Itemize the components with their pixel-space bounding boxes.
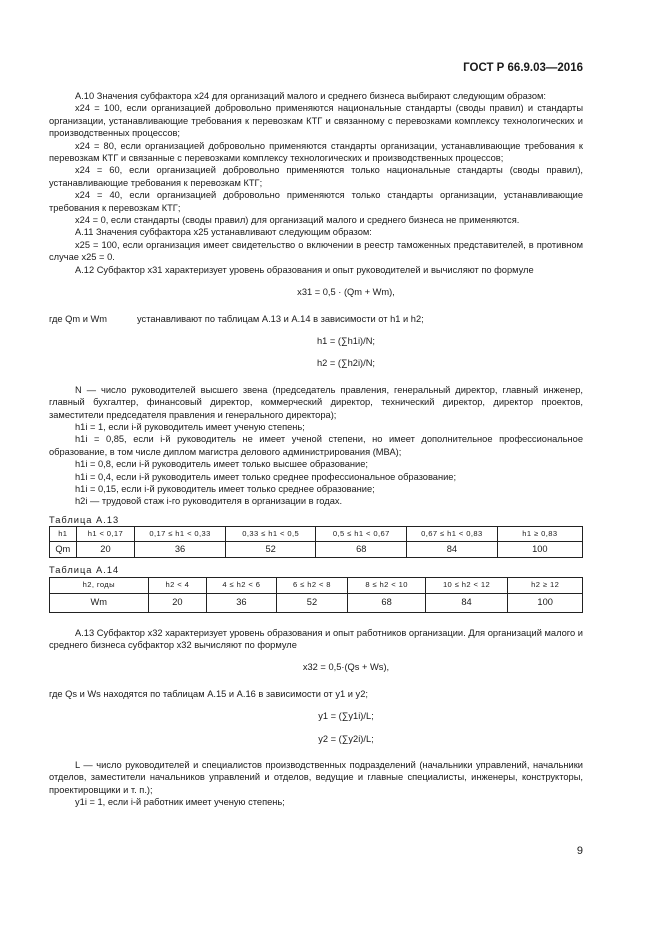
table-cell: 36 xyxy=(135,542,226,558)
table-a14-header-row xyxy=(50,577,583,593)
table-cell: 0,17 ≤ h1 < 0,33 xyxy=(135,527,226,542)
where-qs-ws: где Qs и Ws находятся по таблицам А.15 и А.16 в зависимости от y1 и y2; xyxy=(49,688,368,699)
table-cell: 84 xyxy=(425,593,508,612)
table-cell: 68 xyxy=(316,542,407,558)
paragraph-h1-085: h1i = 0,85, если i-й руководитель не имеет ученой степени, но имеет дополнительное профессиональное образование, в том числе диплом магистра делового администрирования (МВА); xyxy=(49,434,583,457)
table-cell: 84 xyxy=(407,542,498,558)
table-cell: 6 ≤ h2 < 8 xyxy=(276,577,348,593)
formula-y2: y2 = (∑y2i)/L; xyxy=(318,733,374,744)
paragraph-x24-100: x24 = 100, если организацией добровольно применяются национальные стандарты (своды правил) и стандарты организации, устанавливающие требования к перевозкам КТГ и связанному с перевозками комплексу технологических и производственных процессов; xyxy=(49,103,583,139)
where-qm-wm xyxy=(49,313,583,325)
table-a13-value-row xyxy=(50,542,583,558)
where-qm-lead: где Qm и Wm xyxy=(49,313,108,324)
paragraph-a10: А.10 Значения субфактора x24 для организаций малого и среднего бизнеса выбирают следующим образом: xyxy=(75,91,546,101)
table-cell: Qm xyxy=(50,542,77,558)
table-cell: h1 ≥ 0,83 xyxy=(497,527,582,542)
table-cell: 36 xyxy=(207,593,276,612)
table-cell: 20 xyxy=(148,593,207,612)
paragraph-n-def: N — число руководителей высшего звена (председатель правления, генеральный директор, главный инженер, главный бухгалтер, финансовый директор, коммерческий директор, технический директор, директор проектов, заместители председателя правления и генерального директора); xyxy=(49,384,583,420)
paragraph-x25: x25 = 100, если организация имеет свидетельство о включении в реестр таможенных представителей, в противном случае x25 = 0. xyxy=(49,239,583,263)
table-cell: 8 ≤ h2 < 10 xyxy=(348,577,425,593)
table-cell: 100 xyxy=(508,593,583,612)
table-cell: 0,67 ≤ h1 < 0,83 xyxy=(407,527,498,542)
paragraph-x24-60: x24 = 60, если организацией добровольно применяются только национальные стандарты (своды правил), устанавливающие требования к перевозкам КТГ; xyxy=(49,165,583,188)
table-a13-caption: Таблица А.13 xyxy=(49,514,120,525)
standard-number: ГОСТ Р 66.9.03—2016 xyxy=(463,62,583,74)
table-cell: 0,5 ≤ h1 < 0,67 xyxy=(316,527,407,542)
table-cell: 4 ≤ h2 < 6 xyxy=(207,577,276,593)
table-a14 xyxy=(49,577,583,613)
table-cell: h2 ≥ 12 xyxy=(508,577,583,593)
table-cell: 10 ≤ h2 < 12 xyxy=(425,577,508,593)
table-cell: h1 < 0,17 xyxy=(76,527,135,542)
formula-h1: h1 = (∑h1i)/N; xyxy=(316,335,376,346)
paragraph-h1-015: h1i = 0,15, если i-й руководитель имеет только среднее образование; xyxy=(75,483,375,494)
paragraph-h1-04: h1i = 0,4, если i-й руководитель имеет только среднее профессиональное образование; xyxy=(75,471,457,482)
paragraph-y1-1: y1i = 1, если i-й работник имеет ученую степень; xyxy=(75,797,285,808)
table-a14-value-row xyxy=(50,593,583,612)
table-a13-header-row xyxy=(50,527,583,542)
paragraph-x24-0: x24 = 0, если стандарты (своды правил) для организаций малого и среднего бизнеса не применяются. xyxy=(75,215,520,226)
table-cell: h2, годы xyxy=(50,577,149,593)
table-cell: 100 xyxy=(497,542,582,558)
formula-y1: y1 = (∑y1i)/L; xyxy=(318,711,374,722)
table-a13 xyxy=(49,526,583,558)
where-qm-rest: устанавливают по таблицам А.13 и А.14 в зависимости от h1 и h2; xyxy=(137,313,424,324)
table-cell: 52 xyxy=(276,593,348,612)
page-number: 9 xyxy=(576,845,583,857)
paragraph-h2-def: h2i — трудовой стаж i-го руководителя в организации в годах. xyxy=(75,496,343,507)
paragraph-a13: А.13 Субфактор x32 характеризует уровень образования и опыт работников организации. Для организаций малого и среднего бизнеса субфактор x32 вычисляют по формуле xyxy=(49,627,583,650)
paragraph-a11: А.11 Значения субфактора x25 устанавливают следующим образом: xyxy=(75,227,372,238)
paragraph-a12: А.12 Субфактор x31 характеризует уровень образования и опыт руководителей и вычисляют по формуле xyxy=(75,264,534,275)
table-cell: 0,33 ≤ h1 < 0,5 xyxy=(225,527,316,542)
table-cell: 20 xyxy=(76,542,135,558)
formula-x31: x31 = 0,5 · (Qm + Wm), xyxy=(297,287,395,298)
document-body xyxy=(49,90,583,809)
paragraph-l-def: L — число руководителей и специалистов производственных подразделений (начальники управлений, начальники отделов, заместители начальников управлений и отделов, ведущие и главные специалисты, инженеры, конструкторы, проектировщики и т. п.); xyxy=(49,760,583,795)
paragraph-h1-08: h1i = 0,8, если i-й руководитель имеет только высшее образование; xyxy=(75,459,368,470)
table-cell: 68 xyxy=(348,593,425,612)
formula-h2: h2 = (∑h2i)/N; xyxy=(316,358,376,369)
paragraph-h1-1: h1i = 1, если i-й руководитель имеет ученую степень; xyxy=(75,421,305,432)
table-cell: h1 xyxy=(50,527,77,542)
table-cell: 52 xyxy=(225,542,316,558)
table-cell: h2 < 4 xyxy=(148,577,207,593)
formula-x32: x32 = 0,5·(Qs + Ws), xyxy=(302,662,390,673)
table-a14-caption: Таблица А.14 xyxy=(49,565,120,576)
table-cell: Wm xyxy=(50,593,149,612)
paragraph-x24-40: x24 = 40, если организацией добровольно применяются только стандарты организации, устанавливающие требования к перевозкам КТГ; xyxy=(49,190,583,213)
paragraph-x24-80: x24 = 80, если организацией добровольно применяются стандарты организации, устанавливающие требования к перевозкам КТГ и связанные с перевозками комплексу технологических и производственных процессов; xyxy=(49,140,583,164)
